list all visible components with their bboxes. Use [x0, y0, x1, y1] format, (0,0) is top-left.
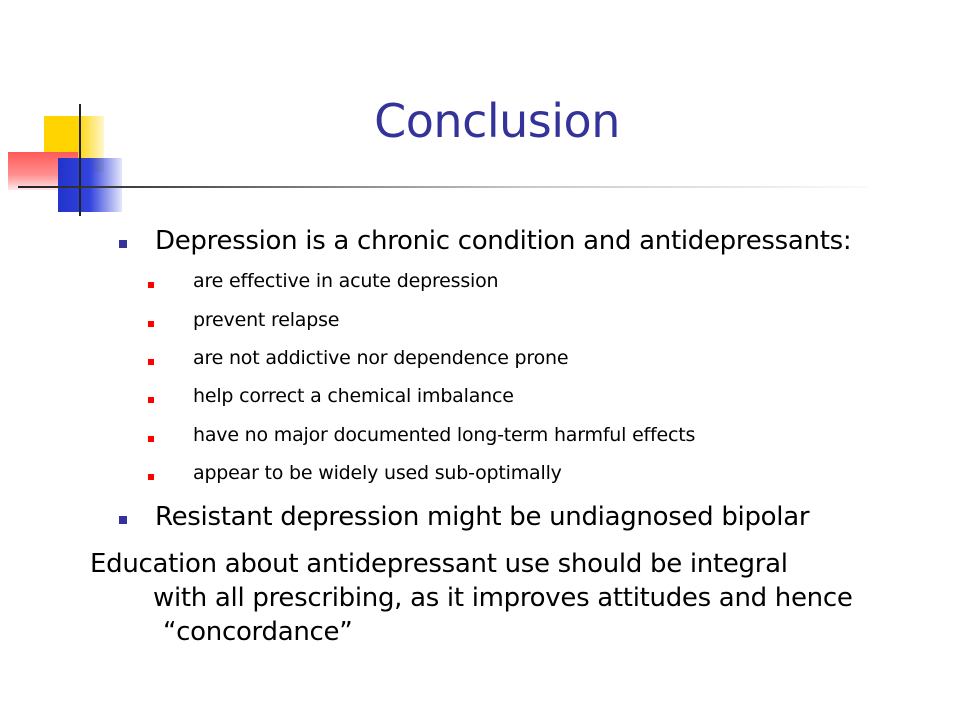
paragraph-line: with all prescribing, as it improves attitudes and hence [153, 583, 853, 613]
square-bullet-icon [119, 240, 127, 248]
list-item: are effective in acute depression [193, 270, 499, 292]
list-item: are not addictive nor dependence prone [193, 347, 569, 369]
square-bullet-icon [148, 282, 154, 288]
square-bullet-icon [148, 474, 154, 480]
square-bullet-icon [119, 516, 127, 524]
closing-paragraph [90, 547, 940, 649]
list-item: Depression is a chronic condition and antidepressants: [155, 226, 852, 256]
slide-title: Conclusion [374, 94, 620, 148]
list-item: prevent relapse [193, 309, 340, 331]
square-bullet-icon [148, 321, 154, 327]
list-item: appear to be widely used sub-optimally [193, 462, 562, 484]
list-item: Resistant depression might be undiagnosed bipolar [155, 502, 810, 532]
list-item: help correct a chemical imbalance [193, 385, 514, 407]
paragraph-line: Education about antidepressant use should be integral [90, 549, 788, 579]
square-bullet-icon [148, 397, 154, 403]
list-item: have no major documented long-term harmful effects [193, 424, 696, 446]
square-bullet-icon [148, 359, 154, 365]
square-bullet-icon [148, 436, 154, 442]
paragraph-line: “concordance” [163, 617, 353, 647]
